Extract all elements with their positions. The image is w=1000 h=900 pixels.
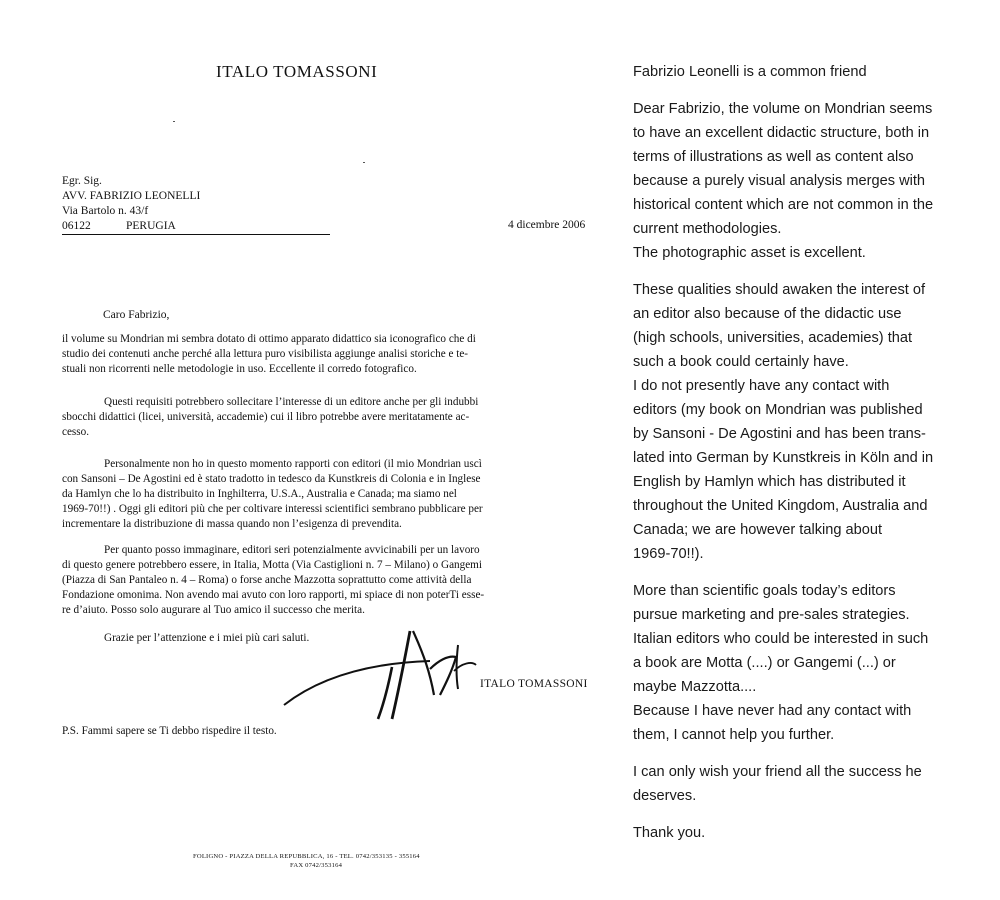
translation-line: English by Hamlyn which has distributed it [633,474,906,490]
translation-line: lated into German by Kunstkreis in Köln and in [633,450,934,466]
letter-line: stuali non ricorrenti nelle metodologie in uso. Eccellente il corredo fotografico. [62,363,417,375]
translation-line: (high schools, universities, academies) that [633,330,913,346]
translation-line: throughout the United Kingdom, Australia and [633,498,928,514]
letter-line: Fondazione omonima. Non avendo mai avuto con loro rapporti, mi spiace di non poterTi esse- [62,589,485,601]
letter-paragraph-2 [62,395,602,440]
translation-line: These qualities should awaken the interest of [633,282,926,298]
translation-line: because a purely visual analysis merges with [633,173,926,189]
translation-line: Italian editors who could be interested in such [633,631,929,647]
signature-name: ITALO TOMASSONI [480,678,588,690]
letter-line: Personalmente non ho in questo momento rapporti con editori (il mio Mondrian uscì [104,458,482,470]
english-translation [633,60,978,858]
footer-fax: FAX 0742/353164 [290,862,343,869]
translation-line: them, I cannot help you further. [633,727,835,743]
translation-line: by Sansoni - De Agostini and has been trans- [633,426,926,442]
translation-paragraph-4 [633,579,978,747]
translation-line: I can only wish your friend all the success he [633,764,922,780]
letter-line: Questi requisiti potrebbero sollecitare l’interesse di un editore anche per gli indubbi [104,396,479,408]
letter-line: di questo genere potrebbero essere, in Italia, Motta (Via Castiglioni n. 7 – Milano) o Gangemi [62,559,482,571]
translation-line: pursue marketing and pre-sales strategies. [633,607,910,623]
recipient-name: AVV. FABRIZIO LEONELLI [62,190,201,202]
letter-date: 4 dicembre 2006 [508,219,586,231]
recipient-salutation-line: Egr. Sig. [62,175,102,187]
translation-line: historical content which are not common in the [633,197,934,213]
scan-speck [173,121,175,122]
translation-paragraph-2 [633,97,978,265]
letter-line: cesso. [62,426,90,438]
translation-paragraph-6 [633,821,978,845]
translation-line: 1969-70!!). [633,546,704,562]
letter-line: sbocchi didattici (licei, università, accademie) cui il libro potrebbe avere meritatamente ac- [62,411,470,423]
translation-paragraph-1 [633,60,978,84]
letter-line: con Sansoni – De Agostini ed è stato tradotto in tedesco da Kunstkreis di Colonia e in Inglese [62,473,481,485]
translation-line: maybe Mazzotta.... [633,679,757,695]
letterhead: ITALO TOMASSONI [216,62,378,81]
translation-line: current methodologies. [633,221,782,237]
translation-line: I do not presently have any contact with [633,378,890,394]
letter-line: da Hamlyn che lo ha distribuito in Inghilterra, U.S.A., Australia e Canada; ma siamo nel [62,488,457,500]
translation-line: Because I have never had any contact with [633,703,912,719]
translation-line: a book are Motta (....) or Gangemi (...) or [633,655,896,671]
translation-line: Thank you. [633,825,706,841]
scan-speck [363,162,365,163]
postscript: P.S. Fammi sapere se Ti debbo rispedire il testo. [62,725,277,737]
translation-line: an editor also because of the didactic use [633,306,902,322]
handwritten-signature [280,615,510,725]
translation-line: terms of illustrations as well as content also [633,149,914,165]
recipient-city: PERUGIA [126,220,176,232]
letter-paragraph-1 [62,332,602,377]
translation-line: The photographic asset is excellent. [633,245,866,261]
recipient-postcode: 06122 [62,220,91,232]
translation-paragraph-5 [633,760,978,808]
letter-line: il volume su Mondrian mi sembra dotato di ottimo apparato didattico sia iconografico che di [62,333,476,345]
translation-line: More than scientific goals today’s editors [633,583,896,599]
letter-greeting: Caro Fabrizio, [103,309,170,321]
translation-line: Fabrizio Leonelli is a common friend [633,64,867,80]
letter-line: studio dei contenuti anche perché alla lettura puro visibilista aggiunge analisi storiche e te- [62,348,469,360]
translation-line: such a book could certainly have. [633,354,849,370]
address-underline [62,234,330,235]
translation-line: Canada; we are however talking about [633,522,883,538]
letter-paragraph-3 [62,457,602,532]
letter-line: incrementare la distribuzione di massa quando non l’esigenza di prevendita. [62,518,402,530]
letter-closing: Grazie per l’attenzione e i miei più cari saluti. [104,632,310,644]
translation-line: Dear Fabrizio, the volume on Mondrian seems [633,101,933,117]
translation-paragraph-3 [633,278,978,566]
recipient-street: Via Bartolo n. 43/f [62,205,149,217]
translation-line: editors (my book on Mondrian was published [633,402,923,418]
letter-line: (Piazza di San Pantaleo n. 4 – Roma) o forse anche Mazzotta soprattutto come attività della [62,574,472,586]
translation-line: deserves. [633,788,697,804]
letter-line: re d’aiuto. Posso solo augurare al Tuo amico il successo che merita. [62,604,365,616]
footer-address: FOLIGNO - PIAZZA DELLA REPUBBLICA, 16 - TEL. 0742/353135 - 355164 [193,853,420,860]
translation-line: to have an excellent didactic structure, both in [633,125,930,141]
letter-paragraph-4 [62,543,602,618]
letter-line: Per quanto posso immaginare, editori seri potenzialmente avvicinabili per un lavoro [104,544,480,556]
letter-line: 1969-70!!) . Oggi gli editori più che per coltivare interessi scientifici sembrano pubblicare per [62,503,483,515]
